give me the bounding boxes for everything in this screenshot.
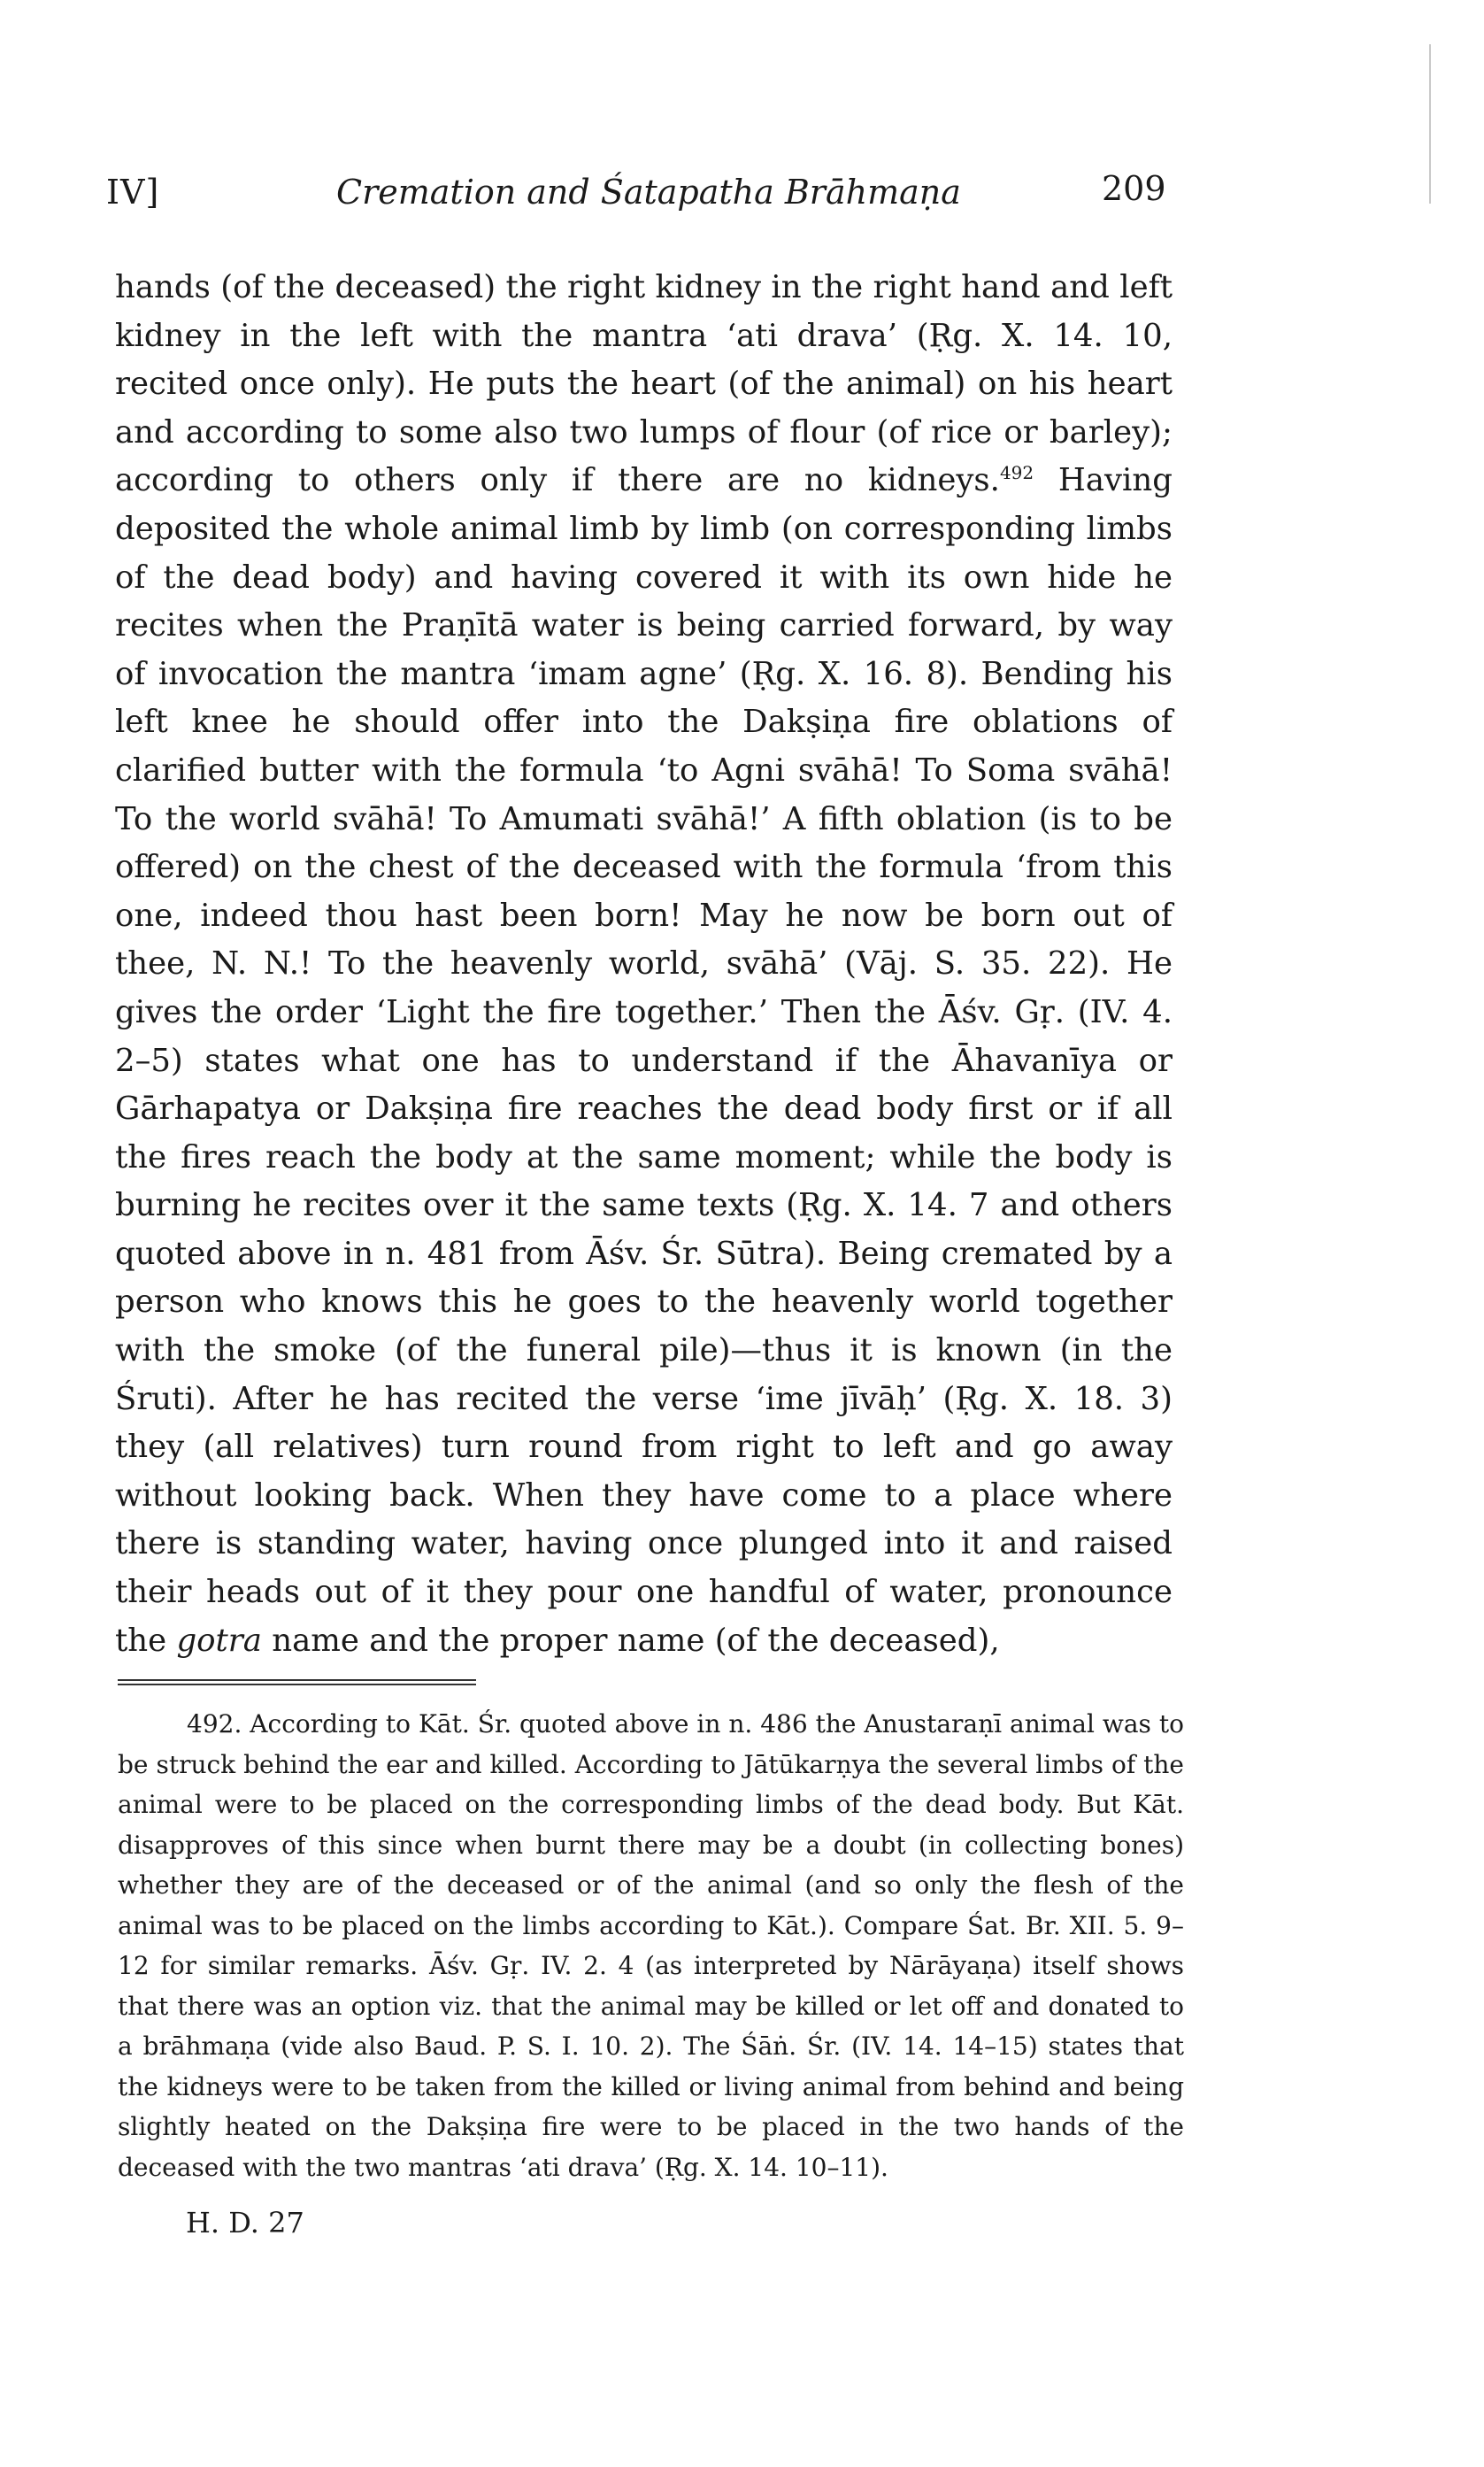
footnote-reference: 492 [999,462,1034,484]
body-text-part-1: hands (of the deceased) the right kidney in the right hand and left kidney in the left with the mantra ‘ati drava’ (Ṛg. X. 14. 10, recited once only). He puts the heart (of the animal) on his heart and according to some also two lumps of flour (of rice or barley); according to others only if there are no kidneys. [115,269,1173,499]
running-title: Cremation and Śatapatha Brāhmaṇa [336,173,961,212]
body-text-part-2: Having deposited the whole animal limb by limb (on corresponding limbs of the dead body) and having covered it with its own hide he recites when the Praṇītā water is being carried forward, by way of invocation the mantra ‘imam agne’ (Ṛg. X. 16. 8). Bending his left knee he should offer into the Dakṣiṇa fire oblations of clarified butter with the formula ‘to Agni svāhā! To Soma svāhā! To the world svāhā! To Amumati svāhā!’ A fifth oblation (is to be offered) on the chest of the deceased with the formula ‘from this one, indeed thou hast been born! May he now be born out of thee, N. N.! To the heavenly world, svāhā’ (Vāj. S. 35. 22). He gives the order ‘Light the fire together.’ Then the Āśv. Gṛ. (IV. 4. 2–5) states what one has to understand if the Āhavanīya or Gārhapatya or Dakṣiṇa fire reaches the dead body first or if all the fires reach the body at the same moment; while the body is burning he recites over it the same texts (Ṛg. X. 14. 7 and others quoted above in n. 481 from Āśv. Śr. Sūtra). Being cremated by a person who knows this he goes to the heavenly world together with the smoke (of the funeral pile)—thus it is known (in the Śruti). After he has recited the verse ‘ime jīvāḥ’ (Ṛg. X. 18. 3) they (all relatives) turn round from right to left and go away without looking back. When they have come to a place where there is standing water, having once plunged into it and raised their heads out of it they pour one handful of water, pronounce the [115,462,1173,1659]
running-head [106,169,1168,226]
signature-mark: H. D. 27 [186,2206,304,2240]
margin-scan-line [1429,44,1431,204]
body-text-part-3: name and the proper name (of the deceased), [261,1622,1000,1659]
chapter-marker: IV] [106,173,160,212]
main-text [115,264,1173,1665]
footnote-492: 492. According to Kāt. Śr. quoted above in n. 486 the Anustaraṇī animal was to be struck behind the ear and killed. According to Jātūkarṇya the several limbs of the animal were to be placed on the corresponding limbs of the dead body. But Kāt. disapproves of this since when burnt there may be a doubt (in collecting bones) whether they are of the deceased or of the animal (and so only the flesh of the animal was to be placed on the limbs according to Kāt.). Compare Śat. Br. XII. 5. 9–12 for similar remarks. Āśv. Gṛ. IV. 2. 4 (as interpreted by Nārāyaṇa) itself shows that there was an option viz. that the animal may be killed or let off and donated to a brāhmaṇa (vide also Baud. P. S. I. 10. 2). The Śāṅ. Śr. (IV. 14. 14–15) states that the kidneys were to be taken from the killed or living animal from behind and being slightly heated on the Dakṣiṇa fire were to be placed in the two hands of the deceased with the two mantras ‘ati drava’ (Ṛg. X. 14. 10–11). [118,1709,1184,2182]
footnote-separator [118,1679,476,1688]
body-paragraph [115,264,1173,1665]
body-italic-term: gotra [176,1622,262,1659]
page-number: 209 [1102,169,1166,208]
